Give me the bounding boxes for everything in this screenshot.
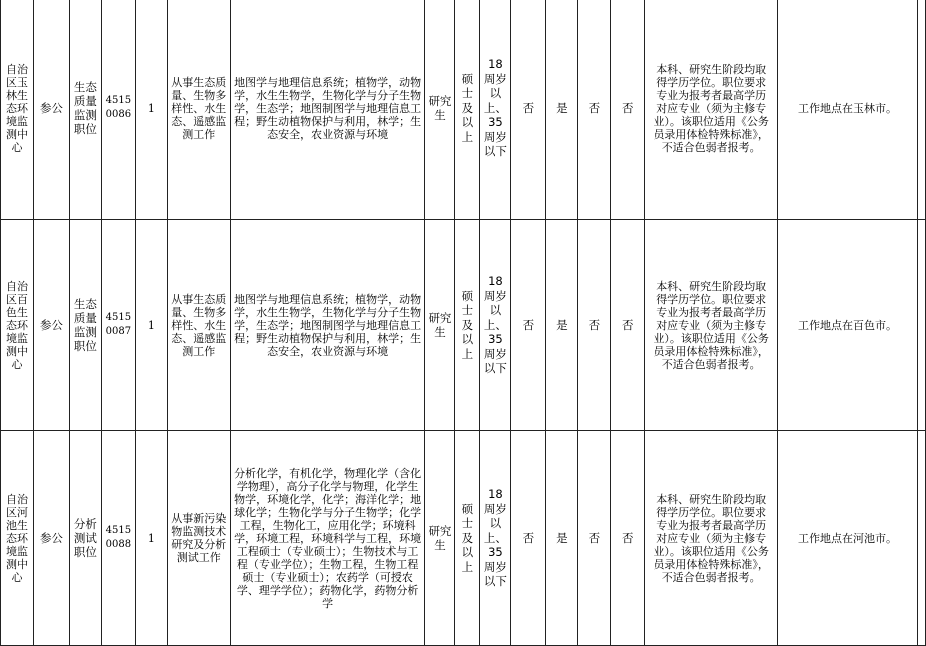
degree-requirement: 硕士及以上 [455, 0, 480, 220]
position-code: 45150087 [101, 220, 135, 431]
condition-4: 否 [611, 431, 645, 646]
education-requirement: 研究生 [425, 220, 455, 431]
education-requirement: 研究生 [425, 0, 455, 220]
table-row [1, 220, 926, 431]
position-duty: 从事生态质量、生物多样性、水生态、遥感监测工作 [167, 220, 230, 431]
degree-requirement: 硕士及以上 [455, 220, 480, 431]
condition-3: 否 [578, 431, 611, 646]
major-requirement: 分析化学，有机化学，物理化学（含化学物理），高分子化学与物理，化学生物学，环境化学，化学；海洋化学；地球化学；生物化学与分子生物学；化学工程，生物化工，应用化学；环境科学，环境工程，环境科学与工程，环境工程硕士（专业硕士）；生物技术与工程（专业学位）；生物工程，生物工程硕士（专业硕士）；农药学（可授农学、理学学位）；药物化学，药物分析学 [230, 431, 425, 646]
extra-column [917, 0, 925, 220]
position-duty: 从事生态质量、生物多样性、水生态、遥感监测工作 [167, 0, 230, 220]
major-requirement: 地图学与地理信息系统；植物学，动物学，水生生物学，生物化学与分子生物学，生态学；地图制图学与地理信息工程；野生动植物保护与利用，林学；生态安全，农业资源与环境 [230, 220, 425, 431]
education-requirement: 研究生 [425, 431, 455, 646]
condition-3: 否 [578, 220, 611, 431]
unit-name: 自治区百色生态环境监测中心 [1, 220, 34, 431]
condition-2: 是 [546, 0, 578, 220]
unit-name: 自治区玉林生态环境监测中心 [1, 0, 34, 220]
condition-1: 否 [511, 220, 546, 431]
remark-location: 工作地点在玉林市。 [778, 0, 918, 220]
position-code: 45150086 [101, 0, 135, 220]
recruit-count: 1 [135, 431, 167, 646]
remark-location: 工作地点在河池市。 [778, 431, 918, 646]
position-category: 参公 [33, 0, 69, 220]
condition-1: 否 [511, 0, 546, 220]
other-requirements: 本科、研究生阶段均取得学历学位。职位要求专业为报考者最高学历对应专业（须为主修专业）。该职位适用《公务员录用体检特殊标准》，不适合色弱者报考。 [645, 0, 778, 220]
position-name: 分析测试职位 [69, 431, 101, 646]
condition-1: 否 [511, 431, 546, 646]
remark-location: 工作地点在百色市。 [778, 220, 918, 431]
extra-column [917, 220, 925, 431]
condition-2: 是 [546, 431, 578, 646]
recruit-count: 1 [135, 220, 167, 431]
age-requirement: 18周岁以上、35周岁以下 [480, 0, 511, 220]
extra-column [917, 431, 925, 646]
recruit-count: 1 [135, 0, 167, 220]
position-category: 参公 [33, 220, 69, 431]
table-row [1, 431, 926, 646]
unit-name: 自治区河池生态环境监测中心 [1, 431, 34, 646]
condition-3: 否 [578, 0, 611, 220]
position-category: 参公 [33, 431, 69, 646]
position-duty: 从事新污染物监测技术研究及分析测试工作 [167, 431, 230, 646]
degree-requirement: 硕士及以上 [455, 431, 480, 646]
other-requirements: 本科、研究生阶段均取得学历学位。职位要求专业为报考者最高学历对应专业（须为主修专业）。该职位适用《公务员录用体检特殊标准》，不适合色弱者报考。 [645, 220, 778, 431]
condition-4: 否 [611, 220, 645, 431]
table-row [1, 0, 926, 220]
position-name: 生态质量监测职位 [69, 0, 101, 220]
condition-4: 否 [611, 0, 645, 220]
major-requirement: 地图学与地理信息系统；植物学，动物学，水生生物学，生物化学与分子生物学，生态学；地图制图学与地理信息工程；野生动植物保护与利用，林学；生态安全，农业资源与环境 [230, 0, 425, 220]
position-name: 生态质量监测职位 [69, 220, 101, 431]
age-requirement: 18周岁以上、35周岁以下 [480, 220, 511, 431]
age-requirement: 18周岁以上、35周岁以下 [480, 431, 511, 646]
other-requirements: 本科、研究生阶段均取得学历学位。职位要求专业为报考者最高学历对应专业（须为主修专业）。该职位适用《公务员录用体检特殊标准》，不适合色弱者报考。 [645, 431, 778, 646]
condition-2: 是 [546, 220, 578, 431]
position-code: 45150088 [101, 431, 135, 646]
